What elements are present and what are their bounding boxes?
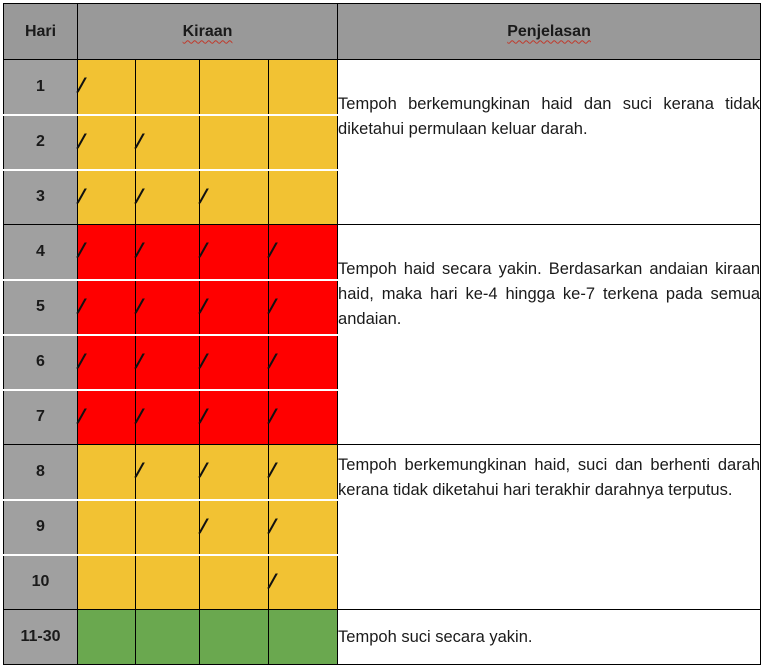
count-cell	[78, 555, 136, 610]
count-cell	[200, 610, 269, 665]
count-cell: /	[269, 225, 338, 280]
count-cell: /	[78, 170, 136, 225]
count-cell	[269, 170, 338, 225]
count-cell: /	[200, 500, 269, 555]
count-cell: /	[78, 280, 136, 335]
count-cell	[136, 500, 200, 555]
count-cell	[269, 60, 338, 115]
count-cell: /	[78, 390, 136, 445]
count-cell: /	[136, 445, 200, 500]
explanation-cell	[338, 610, 761, 665]
count-cell	[136, 610, 200, 665]
count-cell: /	[269, 445, 338, 500]
day-cell: 9	[4, 500, 78, 555]
count-cell	[269, 115, 338, 170]
explanation-text: Tempoh berkemungkinan haid, suci dan berhenti darah kerana tidak diketahui hari terakhir darahnya terputus.	[338, 456, 761, 499]
count-cell	[78, 500, 136, 555]
count-cell	[78, 610, 136, 665]
table-row	[4, 225, 761, 280]
day-cell: 5	[4, 280, 78, 335]
count-cell: /	[78, 225, 136, 280]
count-cell: /	[136, 225, 200, 280]
day-cell: 10	[4, 555, 78, 610]
count-cell: /	[200, 170, 269, 225]
count-cell: /	[78, 335, 136, 390]
count-cell: /	[200, 335, 269, 390]
header-count: Kiraan	[78, 4, 338, 60]
count-cell	[136, 60, 200, 115]
count-cell: /	[269, 390, 338, 445]
header-day: Hari	[4, 4, 78, 60]
explanation-text: Tempoh suci secara yakin.	[338, 627, 533, 646]
day-cell: 6	[4, 335, 78, 390]
count-cell: /	[136, 170, 200, 225]
header-explanation: Penjelasan	[338, 4, 761, 60]
count-cell: /	[200, 390, 269, 445]
count-cell: /	[136, 390, 200, 445]
table-row	[4, 610, 761, 665]
day-cell: 3	[4, 170, 78, 225]
count-cell	[136, 555, 200, 610]
count-cell: /	[78, 115, 136, 170]
count-cell: /	[200, 280, 269, 335]
count-cell: /	[136, 115, 200, 170]
count-cell: /	[200, 225, 269, 280]
day-cell: 2	[4, 115, 78, 170]
count-cell: /	[269, 335, 338, 390]
day-cell: 1	[4, 60, 78, 115]
table-row	[4, 60, 761, 115]
explanation-cell	[338, 445, 761, 610]
day-cell: 8	[4, 445, 78, 500]
count-cell	[269, 610, 338, 665]
header-row	[4, 4, 761, 60]
count-cell: /	[269, 555, 338, 610]
day-cell: 7	[4, 390, 78, 445]
count-cell	[200, 115, 269, 170]
count-cell: /	[136, 280, 200, 335]
count-cell	[200, 555, 269, 610]
haid-count-table	[3, 3, 761, 665]
explanation-cell	[338, 225, 761, 445]
count-cell	[78, 445, 136, 500]
count-cell: /	[136, 335, 200, 390]
count-cell: /	[78, 60, 136, 115]
table-row	[4, 445, 761, 500]
explanation-cell	[338, 60, 761, 225]
count-cell: /	[269, 280, 338, 335]
day-cell: 11-30	[4, 610, 78, 665]
count-cell: /	[269, 500, 338, 555]
explanation-text: Tempoh berkemungkinan haid dan suci kerana tidak diketahui permulaan keluar darah.	[338, 95, 761, 138]
count-cell	[200, 60, 269, 115]
day-cell: 4	[4, 225, 78, 280]
count-cell: /	[200, 445, 269, 500]
explanation-text: Tempoh haid secara yakin. Berdasarkan andaian kiraan haid, maka hari ke-4 hingga ke-7 terkena pada semua andaian.	[338, 260, 761, 328]
